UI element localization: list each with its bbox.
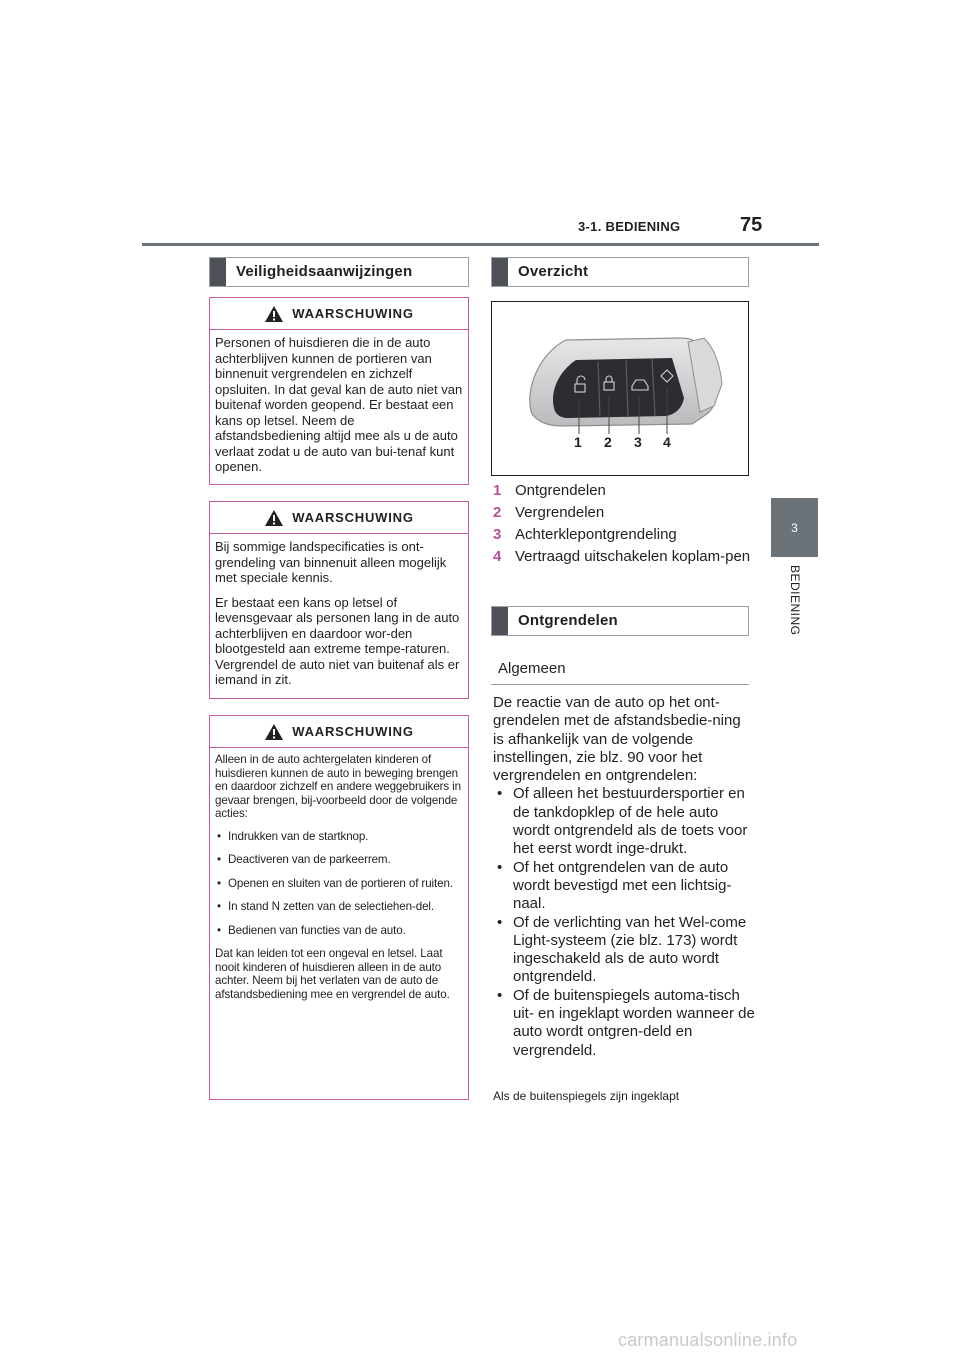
- body-intro: De reactie van de auto op het ont-grendelen met de afstandsbedie-ning is afhankelijk van de volgende instellingen, zie blz. 90 voor het vergrendelen en ontgrendelen:: [493, 694, 741, 785]
- warning-box-3: [209, 715, 469, 1100]
- legend-number: 4: [493, 548, 502, 565]
- legend-item: [493, 547, 753, 567]
- legend-number: 2: [493, 504, 502, 521]
- figure-label-4: 4: [663, 434, 671, 450]
- warning-title: WAARSCHUWING: [292, 306, 414, 321]
- chapter-number: 3: [791, 520, 798, 535]
- figure-label-1: 1: [574, 434, 582, 450]
- warning-triangle-icon: [264, 723, 284, 741]
- legend-item: [493, 503, 753, 523]
- header-divider: [142, 243, 819, 246]
- warning-triangle-icon: [264, 509, 284, 527]
- warning-list-item: • Deactiveren van de parkeerrem.: [215, 853, 463, 867]
- warning-paragraph: Bij sommige landspecificaties is ont-grendeling van binnenuit alleen mogelijk met speciale kennis.: [215, 539, 447, 585]
- body-list-item: • Of het ontgrendelen van de auto wordt bevestigd met een lichtsig-naal.: [493, 859, 755, 914]
- warning-paragraph: Er bestaat een kans op letsel of levensgevaar als personen lang in de auto achterblijven en daardoor wor-den blootgesteld aan extreme tempe-raturen. Vergrendel de auto niet van buitenaf als er iemand in zit.: [215, 594, 460, 687]
- warning-list: [215, 830, 463, 938]
- heading-safety-text: Veiligheidsaanwijzingen: [236, 263, 413, 280]
- legend-number: 3: [493, 526, 502, 543]
- key-fob-illustration: [492, 302, 748, 475]
- figure-label-3: 3: [634, 434, 642, 450]
- section-label: 3-1. BEDIENING: [578, 219, 681, 234]
- warning-body: [210, 534, 468, 694]
- warning-paragraph: Personen of huisdieren die in de auto achterblijven kunnen de portieren van binnenuit vergrendelen en zichzelf opsluiten. In dat geval kan de auto niet van buitenaf worden geopend. Er bestaat een kans op letsel. Neem de afstandsbediening altijd mee als u de auto verlaat zodat u de auto van bui-tenaf kunt openen.: [215, 335, 463, 474]
- heading-unlock: [491, 606, 749, 636]
- warning-box-2: [209, 501, 469, 699]
- body-small-text: Als de buitenspiegels zijn ingeklapt: [493, 1089, 680, 1103]
- warning-body: [210, 748, 468, 1007]
- subheading-general: Algemeen: [491, 651, 749, 685]
- figure-label-2: 2: [604, 434, 612, 450]
- warning-outro: Dat kan leiden tot een ongeval en letsel. Laat nooit kinderen of huisdieren alleen in de auto achter. Neem bij het verlaten van de auto de afstandsbediening mee en vergrendel de auto.: [215, 947, 450, 1001]
- body-list: [493, 785, 755, 1059]
- warning-list-item: • Bedienen van functies van de auto.: [215, 924, 463, 938]
- legend-text: Vertraagd uitschakelen koplam-pen: [515, 548, 751, 565]
- warning-header: [210, 716, 468, 748]
- warning-triangle-icon: [264, 305, 284, 323]
- watermark: carmanualsonline.info: [618, 1330, 798, 1350]
- legend-text: Achterklepontgrendeling: [515, 526, 677, 543]
- warning-header: [210, 298, 468, 330]
- body-text: [493, 694, 755, 1060]
- legend-item: [493, 481, 753, 501]
- warning-list-item: • In stand N zetten van de selectiehen-del.: [215, 900, 463, 914]
- legend-item: [493, 525, 753, 545]
- figure-legend: [493, 481, 753, 569]
- heading-overview: [491, 257, 749, 287]
- warning-list-item: • Indrukken van de startknop.: [215, 830, 463, 844]
- body-list-item: • Of alleen het bestuurdersportier en de tankdopklep of de hele auto wordt ontgrendeld als de toets voor het eerst wordt inge-drukt.: [493, 785, 755, 858]
- heading-marker: [210, 258, 226, 286]
- chapter-label: BEDIENING: [788, 565, 802, 636]
- heading-marker: [492, 258, 508, 286]
- key-fob-figure: [491, 301, 749, 476]
- warning-title: WAARSCHUWING: [292, 510, 414, 525]
- body-list-item: • Of de buitenspiegels automa-tisch uit- en ingeklapt worden wanneer de auto wordt ontgren-deld en vergrendeld.: [493, 987, 755, 1060]
- legend-number: 1: [493, 482, 502, 499]
- warning-title: WAARSCHUWING: [292, 724, 414, 739]
- legend-text: Vergrendelen: [515, 504, 605, 521]
- heading-safety: [209, 257, 469, 287]
- heading-marker: [492, 607, 508, 635]
- heading-unlock-text: Ontgrendelen: [518, 612, 618, 629]
- warning-header: [210, 502, 468, 534]
- warning-intro: Alleen in de auto achtergelaten kinderen of huisdieren kunnen de auto in beweging brengen en daardoor zichzelf en andere weggebruikers in gevaar brengen, bij-voorbeeld door de volgende acties:: [215, 753, 462, 820]
- chapter-tab: [771, 498, 818, 557]
- body-list-item: • Of de verlichting van het Wel-come Light-systeem (zie blz. 173) wordt ingeschakeld als de auto wordt ontgrendeld.: [493, 914, 755, 987]
- heading-overview-text: Overzicht: [518, 263, 589, 280]
- warning-box-1: [209, 297, 469, 485]
- warning-body: [210, 330, 468, 481]
- warning-list-item: • Openen en sluiten van de portieren of ruiten.: [215, 877, 463, 891]
- legend-text: Ontgrendelen: [515, 482, 606, 499]
- page-number: 75: [740, 214, 763, 236]
